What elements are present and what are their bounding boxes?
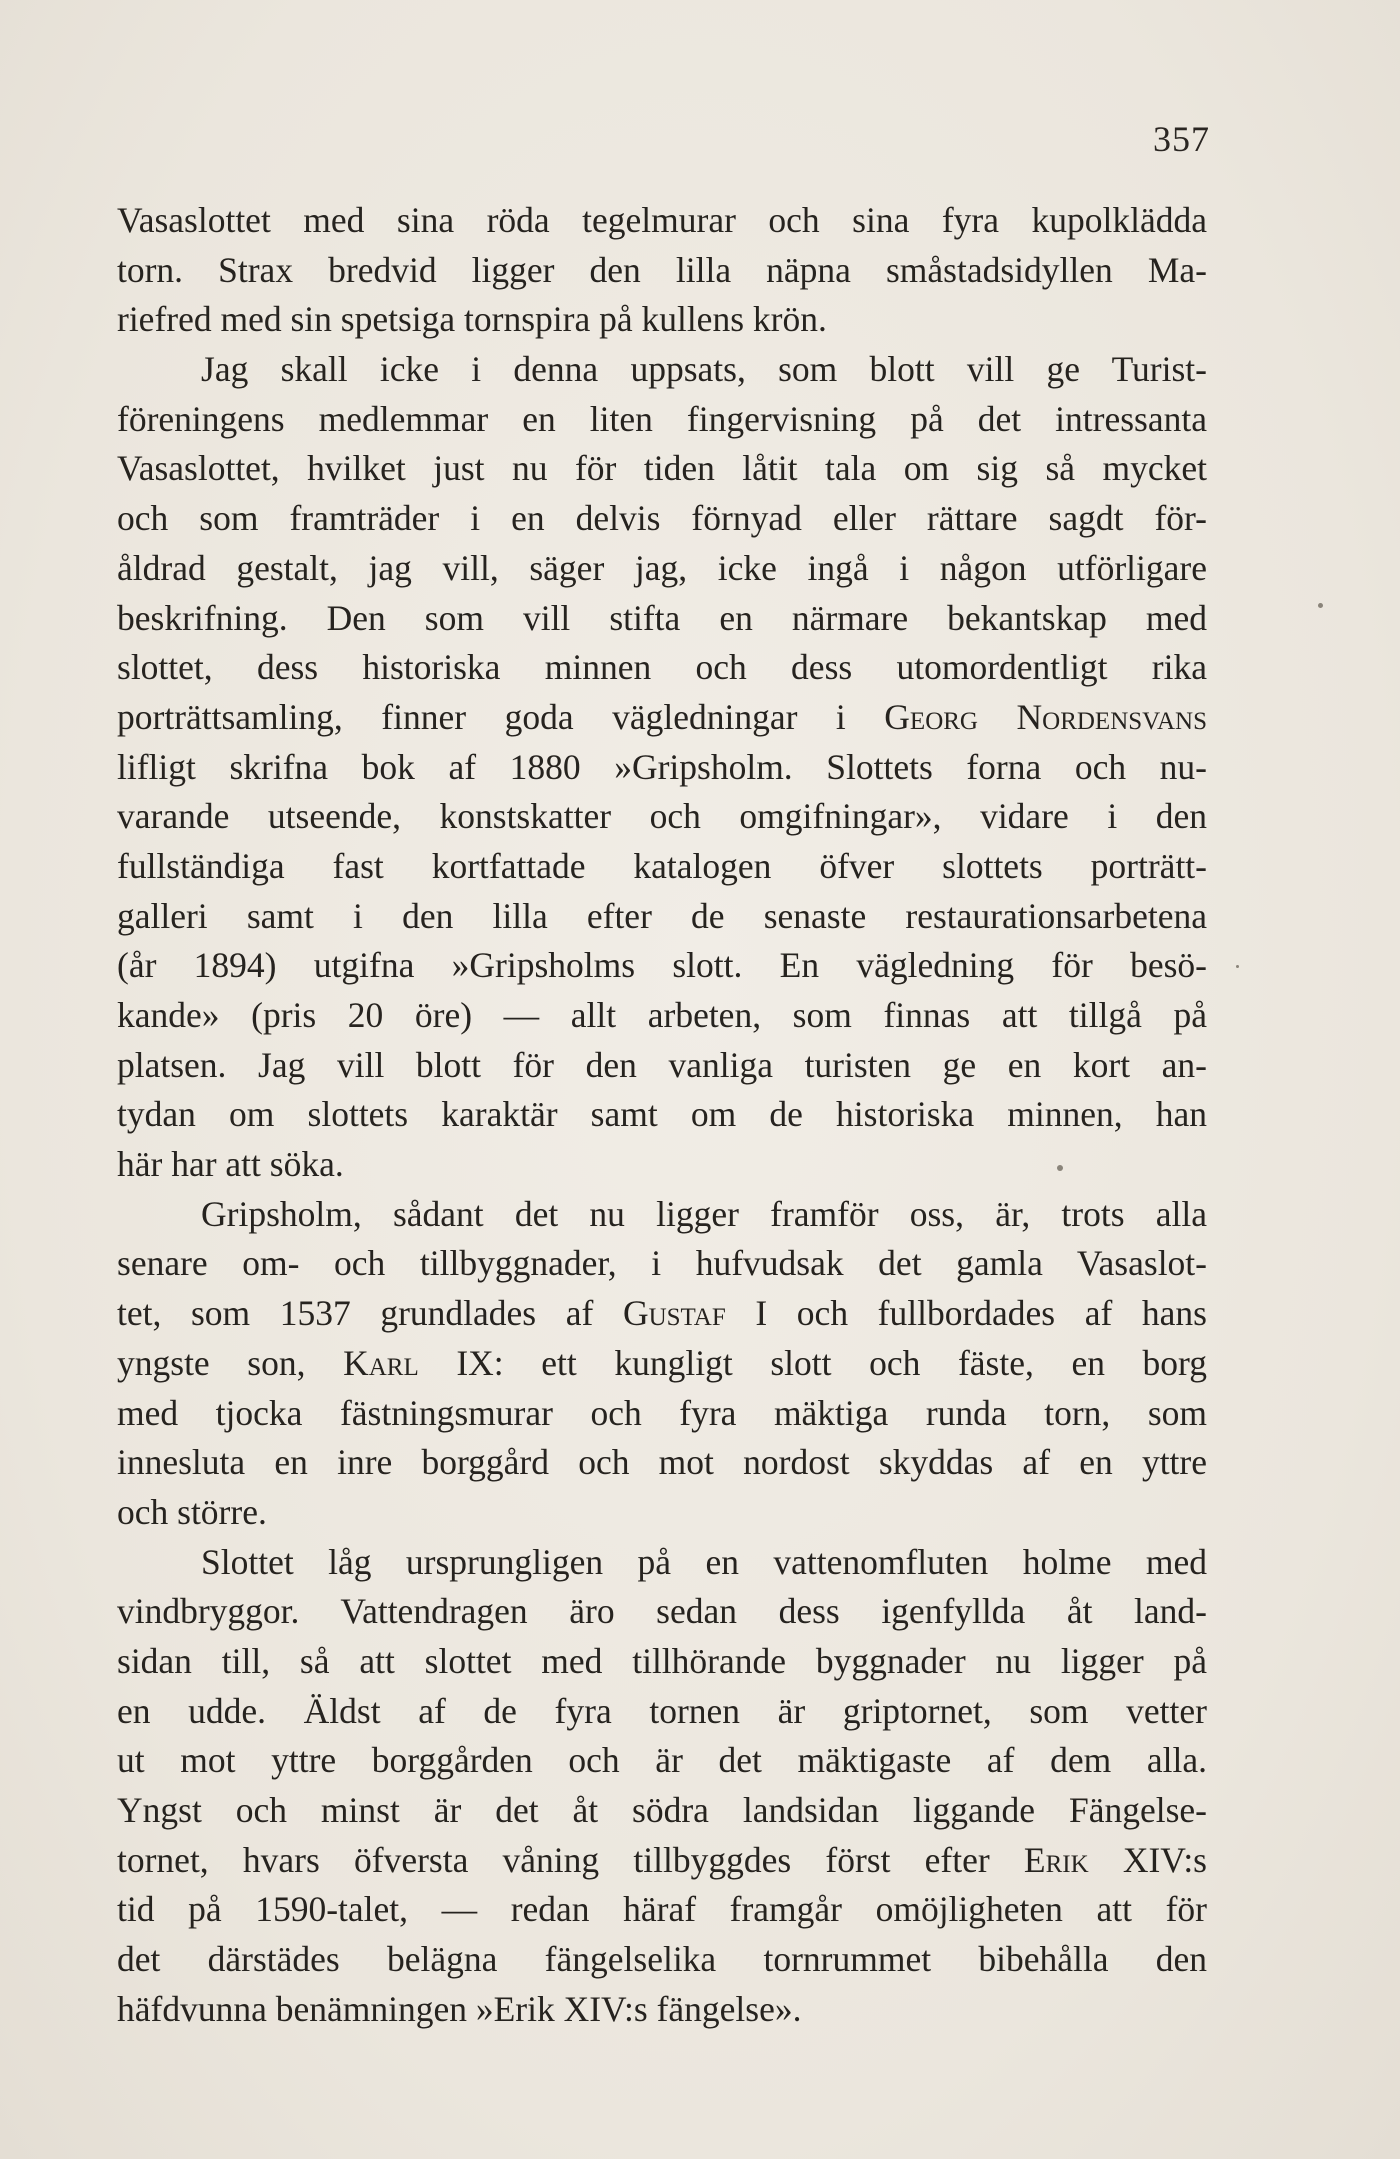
text-line: tid på 1590-talet, — redan häraf framgår omöjligheten att för [117, 1889, 1207, 1930]
text-line: och större. [117, 1491, 267, 1532]
text-line: yngste son, Karl IX: ett kungligt slott och fäste, en borg [117, 1342, 1207, 1383]
page-number: 357 [1153, 119, 1210, 159]
text-line: Vasaslottet, hvilket just nu för tiden låtit tala om sig så mycket [117, 448, 1207, 489]
text-line: riefred med sin spetsiga tornspira på kullens krön. [117, 299, 827, 340]
text-line: Gripsholm, sådant det nu ligger framför oss, är, trots alla [201, 1193, 1207, 1234]
text-line: varande utseende, konstskatter och omgifningar», vidare i den [117, 796, 1207, 837]
text-line: beskrifning. Den som vill stifta en närmare bekantskap med [117, 597, 1207, 638]
text-line: vindbryggor. Vattendragen äro sedan dess igenfyllda åt land- [117, 1591, 1207, 1632]
text-line: en udde. Äldst af de fyra tornen är griptornet, som vetter [117, 1690, 1207, 1731]
text-line: här har att söka. [117, 1144, 344, 1185]
text-line: tornet, hvars öfversta våning tillbyggdes först efter Erik XIV:s [117, 1839, 1207, 1880]
text-line: lifligt skrifna bok af 1880 »Gripsholm. Slottets forna och nu- [117, 746, 1207, 787]
text-line: det därstädes belägna fängelselika tornrummet bibehålla den [117, 1939, 1207, 1980]
paper-speck [1236, 965, 1239, 968]
text-line: torn. Strax bredvid ligger den lilla näpna småstadsidyllen Ma- [117, 249, 1207, 290]
text-line: (år 1894) utgifna »Gripsholms slott. En vägledning för besö- [117, 945, 1207, 986]
text-line: slottet, dess historiska minnen och dess utomordentligt rika [117, 647, 1207, 688]
text-line: porträttsamling, finner goda vägledningar i Georg Nordensvans [117, 696, 1207, 737]
text-line: Slottet låg ursprungligen på en vattenomfluten holme med [201, 1541, 1207, 1582]
text-line: med tjocka fästningsmurar och fyra mäktiga runda torn, som [117, 1392, 1207, 1433]
text-line: Jag skall icke i denna uppsats, som blott vill ge Turist- [201, 349, 1207, 390]
text-line: platsen. Jag vill blott för den vanliga turisten ge en kort an- [117, 1044, 1207, 1085]
text-line: galleri samt i den lilla efter de senaste restaurationsarbetena [117, 895, 1207, 936]
text-line: kande» (pris 20 öre) — allt arbeten, som finnas att tillgå på [117, 995, 1207, 1035]
text-line: sidan till, så att slottet med tillhörande byggnader nu ligger på [117, 1640, 1207, 1681]
text-line: innesluta en inre borggård och mot nordost skyddas af en yttre [117, 1442, 1207, 1483]
text-line: fullständiga fast kortfattade katalogen öfver slottets porträtt- [117, 845, 1207, 886]
paper-speck [1057, 1165, 1063, 1171]
text-line: tet, som 1537 grundlades af Gustaf I och fullbordades af hans [117, 1293, 1207, 1334]
text-line: åldrad gestalt, jag vill, säger jag, icke ingå i någon utförligare [117, 547, 1207, 588]
text-line: tydan om slottets karaktär samt om de historiska minnen, han [117, 1094, 1207, 1135]
text-line: Yngst och minst är det åt södra landsidan liggande Fängelse- [117, 1790, 1207, 1830]
text-line: ut mot yttre borggården och är det mäktigaste af dem alla. [117, 1740, 1207, 1781]
text-line: Vasaslottet med sina röda tegelmurar och sina fyra kupolklädda [117, 200, 1207, 240]
text-line: och som framträder i en delvis förnyad eller rättare sagdt för- [117, 498, 1207, 539]
body-text [117, 196, 1207, 2034]
text-line: senare om- och tillbyggnader, i hufvudsak det gamla Vasaslot- [117, 1243, 1207, 1284]
text-line: föreningens medlemmar en liten fingervisning på det intressanta [117, 398, 1207, 439]
text-line: häfdvunna benämningen »Erik XIV:s fängelse». [117, 1988, 802, 2029]
paper-speck [1318, 603, 1323, 608]
